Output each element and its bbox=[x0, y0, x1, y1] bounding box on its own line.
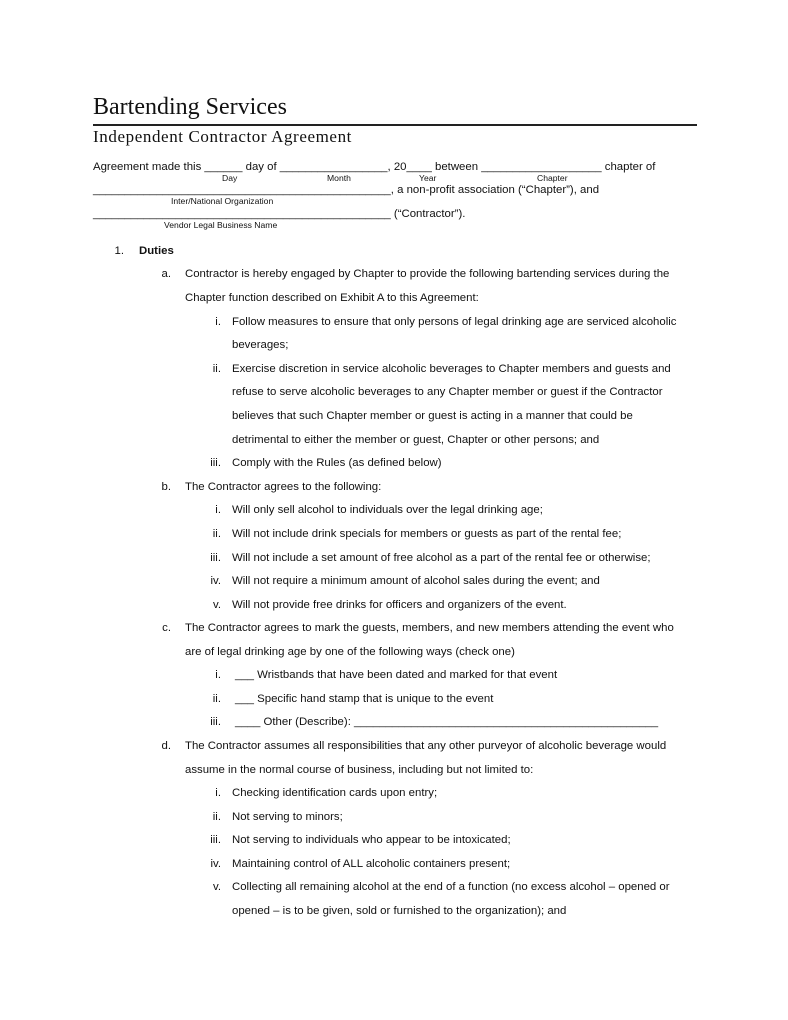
list-item-line: Comply with the Rules (as defined below) bbox=[232, 457, 442, 469]
clause-b-line: The Contractor agrees to the following: bbox=[185, 481, 382, 493]
list-marker: ii. bbox=[212, 693, 221, 705]
list-marker: iii. bbox=[210, 834, 221, 846]
clause-c-marker: c. bbox=[162, 622, 171, 634]
caption-organization: Inter/National Organization bbox=[171, 196, 274, 206]
list-item-line: Maintaining control of ALL alcoholic containers present; bbox=[232, 858, 511, 870]
caption-vendor: Vendor Legal Business Name bbox=[164, 220, 278, 230]
list-item-line: Collecting all remaining alcohol at the end of a function (no excess alcohol – opened or bbox=[232, 881, 670, 893]
caption-month: Month bbox=[327, 173, 351, 183]
list-item-line: detrimental to either the member or guest, Chapter or other persons; and bbox=[232, 434, 600, 446]
list-item-line: opened – is to be given, sold or furnished to the organization); and bbox=[232, 905, 567, 917]
list-item-line: Will not provide free drinks for officers and organizers of the event. bbox=[232, 599, 567, 611]
clause-c-line: are of legal drinking age by one of the following ways (check one) bbox=[185, 646, 515, 658]
list-marker: ii. bbox=[212, 363, 221, 375]
list-marker: iii. bbox=[210, 552, 221, 564]
checkbox-option-other[interactable]: ____ Other (Describe): ________________________________________________ bbox=[235, 716, 659, 728]
clause-d-marker: d. bbox=[161, 740, 171, 752]
checkbox-option-wristbands[interactable]: ___ Wristbands that have been dated and marked for that event bbox=[235, 669, 558, 681]
clause-a-marker: a. bbox=[161, 268, 171, 280]
list-item-line: Not serving to individuals who appear to be intoxicated; bbox=[232, 834, 511, 846]
list-marker: iv. bbox=[210, 575, 221, 587]
list-marker: i. bbox=[215, 669, 221, 681]
list-marker: ii. bbox=[212, 811, 221, 823]
list-item-line: Will not require a minimum amount of alcohol sales during the event; and bbox=[232, 575, 600, 587]
list-marker: i. bbox=[215, 787, 221, 799]
list-marker: iii. bbox=[210, 457, 221, 469]
caption-chapter: Chapter bbox=[537, 173, 568, 183]
section-number: 1. bbox=[114, 245, 124, 257]
clause-a-line: Contractor is hereby engaged by Chapter to provide the following bartending services during the bbox=[185, 268, 670, 280]
list-item-line: Will only sell alcohol to individuals over the legal drinking age; bbox=[232, 504, 543, 516]
preamble-line-1: Agreement made this ______ day of _________________, 20____ between ___________________ chapter of bbox=[93, 161, 656, 173]
list-item-line: Not serving to minors; bbox=[232, 811, 343, 823]
caption-year: Year bbox=[419, 173, 437, 183]
list-marker: iii. bbox=[210, 716, 221, 728]
list-marker: v. bbox=[212, 599, 221, 611]
list-item-line: Will not include a set amount of free alcohol as a part of the rental fee or otherwise; bbox=[232, 552, 651, 564]
list-item-line: refuse to serve alcoholic beverages to any Chapter member or guest if the Contractor bbox=[232, 386, 663, 398]
clause-a-line: Chapter function described on Exhibit A to this Agreement: bbox=[185, 292, 479, 304]
list-marker: v. bbox=[212, 881, 221, 893]
list-marker: i. bbox=[215, 316, 221, 328]
caption-day: Day bbox=[222, 173, 238, 183]
list-marker: iv. bbox=[210, 858, 221, 870]
list-item-line: Follow measures to ensure that only persons of legal drinking age are serviced alcoholic bbox=[232, 316, 677, 328]
checkbox-option-hand-stamp[interactable]: ___ Specific hand stamp that is unique to the event bbox=[235, 693, 494, 705]
list-marker: ii. bbox=[212, 528, 221, 540]
list-item-line: beverages; bbox=[232, 339, 289, 351]
list-item-line: believes that such Chapter member or guest is acting in a manner that could be bbox=[232, 410, 633, 422]
preamble-line-2: _______________________________________________, a non-profit association (“Chapter”), and bbox=[93, 184, 600, 196]
document-title: Bartending Services bbox=[93, 94, 287, 120]
document-subtitle: Independent Contractor Agreement bbox=[93, 127, 353, 146]
preamble-line-3: _______________________________________________ (“Contractor”). bbox=[93, 208, 466, 220]
list-marker: i. bbox=[215, 504, 221, 516]
list-item-line: Will not include drink specials for members or guests as part of the rental fee; bbox=[232, 528, 622, 540]
list-item-line: Checking identification cards upon entry; bbox=[232, 787, 438, 799]
list-item-line: Exercise discretion in service alcoholic beverages to Chapter members and guests and bbox=[232, 363, 671, 375]
section-heading: Duties bbox=[139, 245, 174, 257]
clause-d-line: assume in the normal course of business, including but not limited to: bbox=[185, 764, 534, 776]
clause-c-line: The Contractor agrees to mark the guests, members, and new members attending the event who bbox=[185, 622, 674, 634]
clause-b-marker: b. bbox=[161, 481, 171, 493]
clause-d-line: The Contractor assumes all responsibilities that any other purveyor of alcoholic beverage would bbox=[185, 740, 667, 752]
